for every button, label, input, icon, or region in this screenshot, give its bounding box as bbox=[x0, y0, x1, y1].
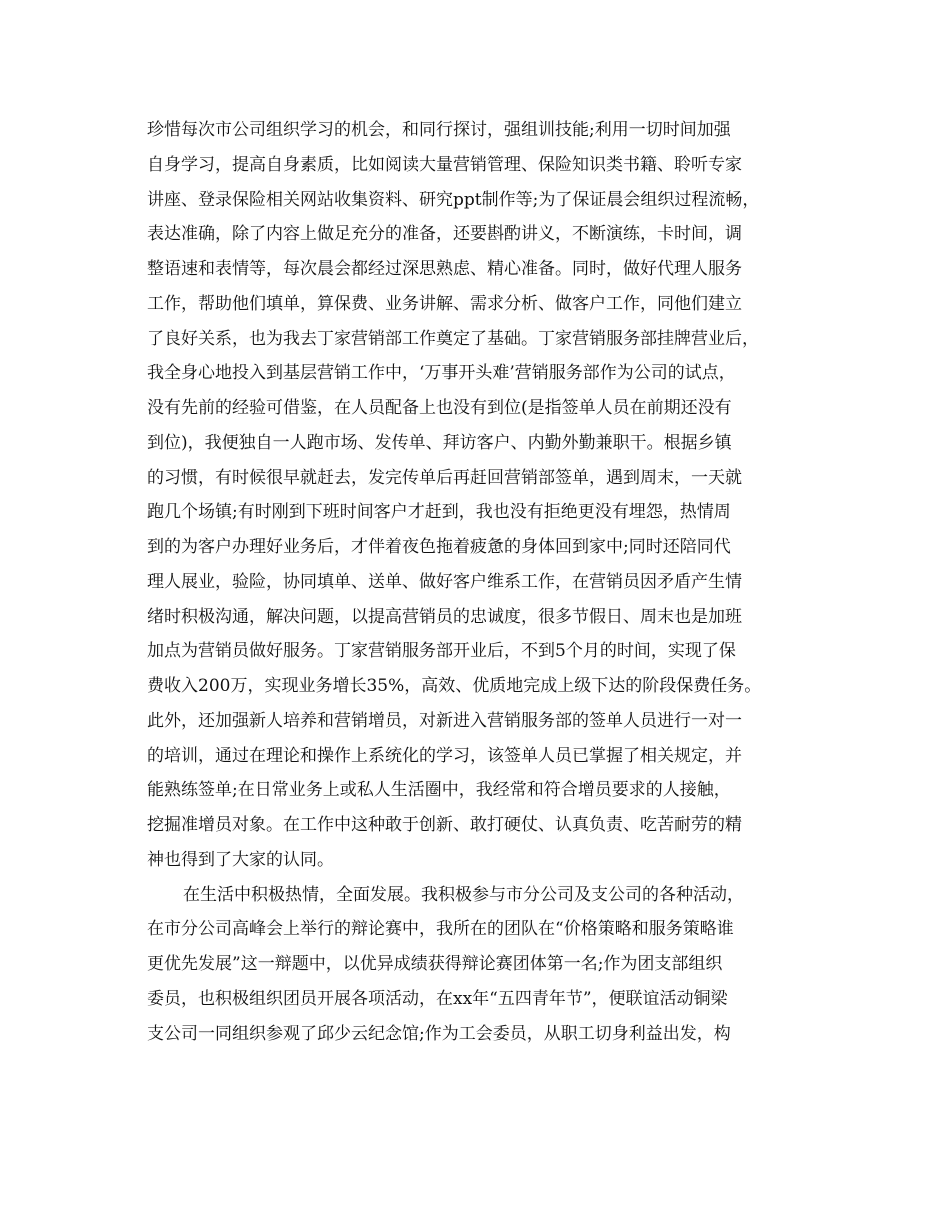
text-line: 了良好关系，也为我去丁家营销部工作奠定了基础。丁家营销服务部挂牌营业后， bbox=[147, 328, 759, 349]
text-line: 能熟练签单;在日常业务上或私人生活圈中，我经常和符合增员要求的人接触， bbox=[147, 780, 731, 801]
text-line: 珍惜每次市公司组织学习的机会，和同行探讨，强组训技能;利用一切时间加强 bbox=[147, 120, 731, 140]
text-line: 更优先发展”这一辩题中，以优异成绩获得辩论赛团体第一名;作为团支部组织 bbox=[147, 954, 723, 974]
text-line: 整语速和表情等，每次晨会都经过深思熟虑、精心准备。同时，做好代理人服务 bbox=[147, 259, 742, 279]
text-line: 在市分公司高峰会上举行的辩论赛中，我所在的团队在“价格策略和服务策略谁 bbox=[147, 919, 734, 940]
paragraph-start-line: 在生活中积极热情，全面发展。我积极参与市分公司及支公司的各种活动， bbox=[183, 884, 744, 905]
text-line: 加点为营销员做好服务。丁家营销服务部开业后，不到5个月的时间，实现了保 bbox=[147, 641, 736, 662]
text-line: 工作，帮助他们填单，算保费、业务讲解、需求分析、做客户工作，同他们建立 bbox=[147, 293, 742, 314]
text-line: 没有先前的经验可借鉴，在人员配备上也没有到位(是指签单人员在前期还没有 bbox=[147, 398, 732, 418]
text-line: 神也得到了大家的认同。 bbox=[147, 849, 334, 870]
text-line: 表达准确，除了内容上做足充分的准备，还要斟酌讲义，不断演练，卡时间，调 bbox=[147, 224, 742, 245]
text-line: 挖掘准增员对象。在工作中这种敢于创新、敢打硬仗、认真负责、吃苦耐劳的精 bbox=[147, 815, 742, 835]
text-line: 跑几个场镇;有时刚到下班时间客户才赶到，我也没有拒绝更没有埋怨，热情周 bbox=[147, 502, 731, 523]
text-line: 到的为客户办理好业务后，才伴着夜色拖着疲惫的身体回到家中;同时还陪同代 bbox=[147, 537, 731, 557]
text-line: 的培训，通过在理论和操作上系统化的学习，该签单人员已掌握了相关规定，并 bbox=[147, 745, 742, 766]
text-line: 自身学习，提高自身素质，比如阅读大量营销管理、保险知识类书籍、聆听专家 bbox=[147, 154, 742, 175]
text-line: 委员，也积极组织团员开展各项活动，在xx年“五四青年节”，便联谊活动铜梁 bbox=[147, 988, 728, 1009]
document-body bbox=[147, 113, 827, 1051]
text-line: 讲座、登录保险相关网站收集资料、研究ppt制作等;为了保证晨会组织过程流畅， bbox=[147, 189, 760, 210]
text-line: 此外，还加强新人培养和营销增员，对新进入营销服务部的签单人员进行一对一 bbox=[147, 710, 742, 731]
text-line: 费收入200万，实现业务增长35%，高效、优质地完成上级下达的阶段保费任务。 bbox=[147, 676, 762, 696]
text-line: 绪时积极沟通，解决问题，以提高营销员的忠诚度，很多节假日、周末也是加班 bbox=[147, 606, 742, 627]
text-line: 的习惯，有时候很早就赶去，发完传单后再赶回营销部签单，遇到周末，一天就 bbox=[147, 467, 742, 488]
text-line: 我全身心地投入到基层营销工作中，‘万事开头难’营销服务部作为公司的试点， bbox=[147, 363, 736, 384]
text-line: 支公司一同组织参观了邱少云纪念馆;作为工会委员，从职工切身利益出发，构 bbox=[147, 1023, 731, 1044]
text-line: 理人展业，验险，协同填单、送单、做好客户维系工作，在营销员因矛盾产生情 bbox=[147, 571, 742, 592]
text-line: 到位)，我便独自一人跑市场、发传单、拜访客户、内勤外勤兼职干。根据乡镇 bbox=[147, 432, 732, 453]
